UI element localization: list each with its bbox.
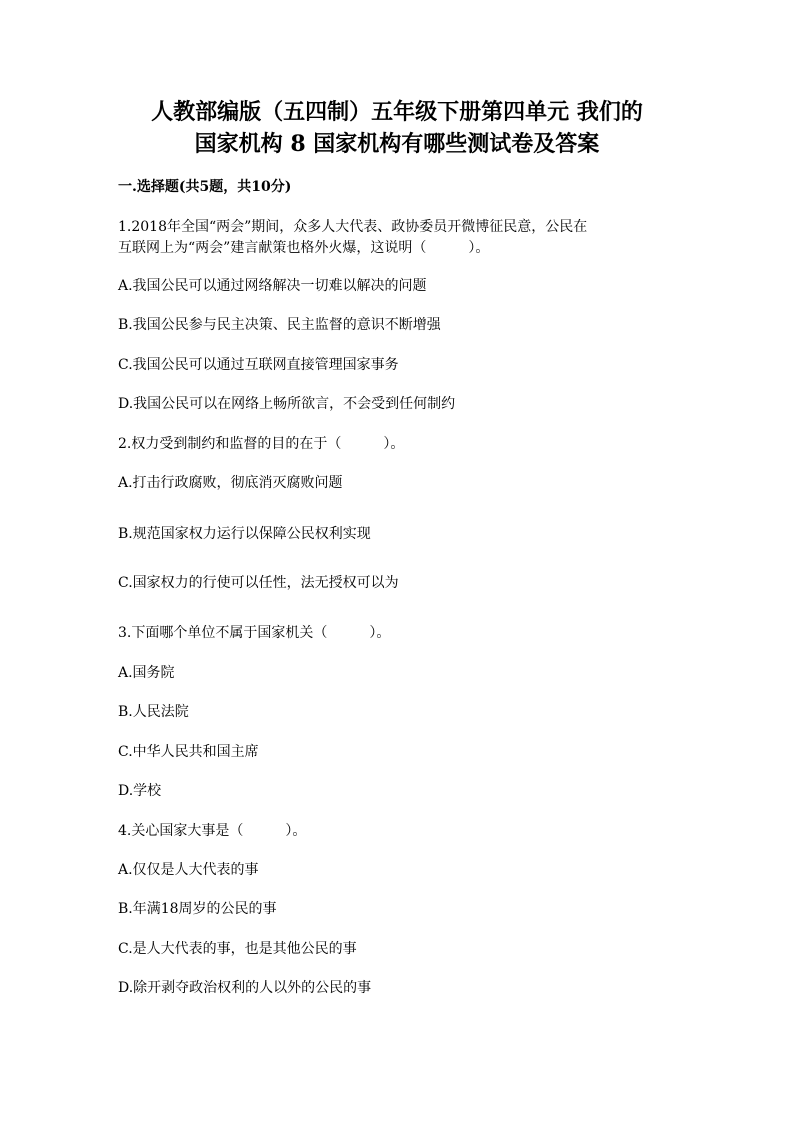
title-line-1: 人教部编版（五四制）五年级下册第四单元 我们的 (151, 99, 643, 125)
question-3-option-d: D.学校 (118, 783, 162, 799)
question-2-option-b: B.规范国家权力运行以保障公民权利实现 (118, 526, 371, 542)
question-2-option-c: C.国家权力的行使可以任性，法无授权可以为 (118, 575, 399, 591)
question-1-option-b: B.我国公民参与民主决策、民主监督的意识不断增强 (118, 317, 441, 333)
question-4-option-d: D.除开剥夺政治权利的人以外的公民的事 (118, 980, 372, 996)
question-1-stem-line-1: 1.2018年全国“两会”期间，众多人大代表、政协委员开微博征民意，公民在 (118, 219, 588, 235)
question-3-option-a: A.国务院 (118, 665, 175, 681)
question-1-option-a: A.我国公民可以通过网络解决一切难以解决的问题 (118, 278, 427, 294)
document-title (90, 96, 704, 160)
question-3-stem: 3.下面哪个单位不属于国家机关（ ）。 (118, 625, 391, 641)
question-1-option-d: D.我国公民可以在网络上畅所欲言，不会受到任何制约 (118, 396, 456, 412)
question-1-stem-line-2: 互联网上为“两会”建言献策也格外火爆，这说明（ ）。 (118, 240, 490, 256)
question-4-option-b: B.年满18周岁的公民的事 (118, 901, 277, 917)
question-3-option-b: B.人民法院 (118, 704, 189, 720)
title-line-2: 国家机构 8 国家机构有哪些测试卷及答案 (194, 131, 600, 157)
section-heading: 一.选择题(共5题，共10分) (118, 179, 292, 195)
question-4-option-c: C.是人大代表的事，也是其他公民的事 (118, 941, 357, 957)
question-2-option-a: A.打击行政腐败，彻底消灭腐败问题 (118, 475, 343, 491)
question-1-option-c: C.我国公民可以通过互联网直接管理国家事务 (118, 357, 399, 373)
question-4-option-a: A.仅仅是人大代表的事 (118, 862, 259, 878)
question-2-stem: 2.权力受到制约和监督的目的在于（ ）。 (118, 436, 405, 452)
question-4-stem: 4.关心国家大事是（ ）。 (118, 823, 307, 839)
question-3-option-c: C.中华人民共和国主席 (118, 744, 259, 760)
